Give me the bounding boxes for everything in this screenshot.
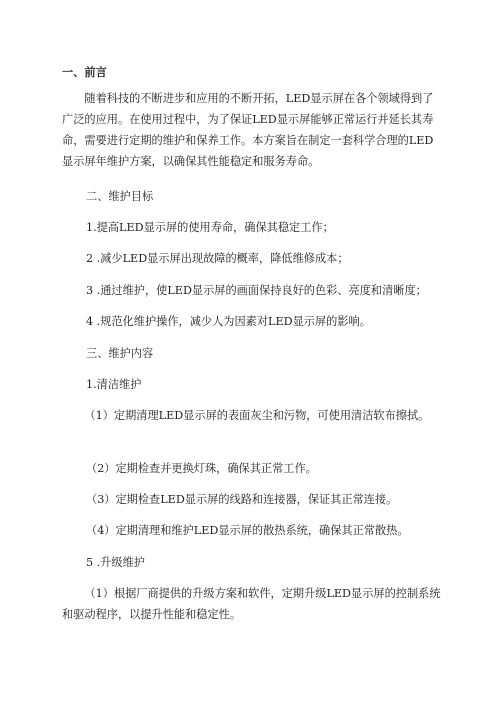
goal-item-1: 1.提高LED显示屏的使用寿命，确保其稳定工作； [86, 221, 334, 234]
subheading-cleaning: 1.清洁维护 [86, 378, 142, 391]
heading-goals: 二、维护目标 [86, 190, 154, 203]
goal-item-2: 2 .减少LED显示屏出现故障的概率，降低维修成本； [86, 252, 349, 265]
cleaning-item-4: （4）定期清理和维护LED显示屏的散热系统，确保其正常散热。 [86, 524, 409, 537]
heading-content: 三、维护内容 [86, 347, 154, 360]
heading-preface: 一、前言 [62, 65, 107, 79]
goal-item-4: 4 .规范化维护操作，减少人为因素对LED显示屏的影响。 [86, 315, 371, 328]
preface-paragraph: 随着科技的不断进步和应用的不断开拓，LED显示屏在各个领域得到了广泛的应用。在使用过程中，为了保证LED显示屏能够正常运行并延长其寿命，需要进行定期的维护和保养工作。本方案旨在制定一套科学合理的LED显示屏年维护方案，以确保其性能稳定和服务寿命。 [62, 92, 434, 168]
cleaning-item-1: （1）定期清理LED显示屏的表面灰尘和污物，可使用清洁软布擦拭。 [84, 409, 430, 422]
goal-item-3: 3 .通过维护，使LED显示屏的画面保持良好的色彩、亮度和清晰度； [86, 284, 427, 297]
cleaning-item-2: （2）定期检查并更换灯珠，确保其正常工作。 [86, 462, 317, 475]
subheading-upgrade: 5 .升级维护 [86, 556, 145, 569]
upgrade-item-1: （1）根据厂商提供的升级方案和软件，定期升级LED显示屏的控制系统和驱动程序，以提升性能和稳定性。 [62, 587, 441, 621]
cleaning-item-3: （3）定期检查LED显示屏的线路和连接器，保证其正常连接。 [86, 493, 398, 506]
